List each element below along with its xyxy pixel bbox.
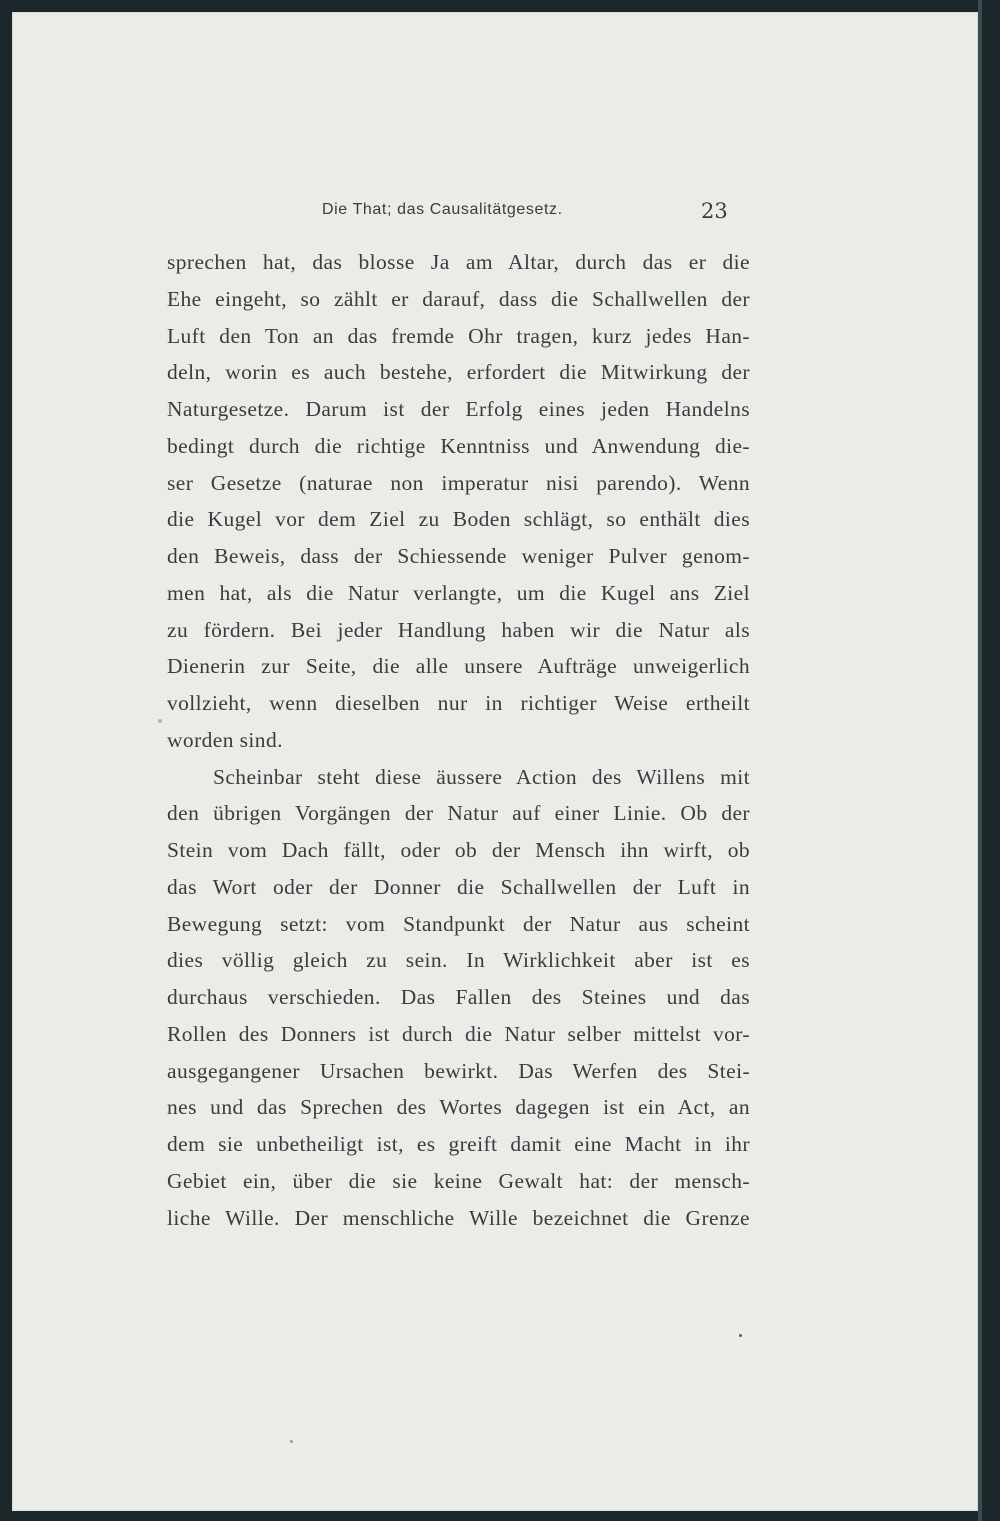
text-line: den übrigen Vorgängen der Natur auf einer Linie. Ob der [167,801,750,826]
text-line: Naturgesetze. Darum ist der Erfolg eines jeden Handelns [167,397,750,421]
text-line: Gebiet ein, über die sie keine Gewalt hat: der mensch- [167,1168,750,1193]
text-line: Stein vom Dach fällt, oder ob der Mensch ihn wirft, ob [167,838,750,862]
text-line: zu fördern. Bei jeder Handlung haben wir die Natur als [167,617,750,642]
text-line: durchaus verschieden. Das Fallen des Steines und das [167,985,750,1009]
paragraph-first-line: Scheinbar steht diese äussere Action des Willens mit [213,764,750,789]
text-line: dies völlig gleich zu sein. In Wirklichkeit aber ist es [167,948,750,973]
text-line: dem sie unbetheiligt ist, es greift damit eine Macht in ihr [167,1132,750,1156]
text-line: nes und das Sprechen des Wortes dagegen ist ein Act, an [167,1095,750,1120]
text-line: vollzieht, wenn dieselben nur in richtiger Weise ertheilt [167,691,750,715]
text-line: Rollen des Donners ist durch die Natur selber mittelst vor- [167,1021,750,1046]
text-line: Luft den Ton an das fremde Ohr tragen, kurz jedes Han- [167,323,750,348]
text-line: deln, worin es auch bestehe, erfordert die Mitwirkung der [167,360,750,385]
text-line: den Beweis, dass der Schiessende weniger Pulver genom- [167,544,750,568]
text-line: sprechen hat, das blosse Ja am Altar, durch das er die [167,250,750,274]
text-line: ausgegangener Ursachen bewirkt. Das Werfen des Stei- [167,1058,750,1083]
running-title: Die That; das Causalitätgesetz. [322,201,563,218]
text-line: bedingt durch die richtige Kenntniss und Anwendung die- [167,433,750,458]
ink-speck [290,1440,293,1443]
text-line: Ehe eingeht, so zählt er darauf, dass die Schallwellen der [167,286,750,311]
text-line: worden sind. [167,727,283,752]
text-line: liche Wille. Der menschliche Wille bezeichnet die Grenze [167,1205,750,1230]
text-line: Dienerin zur Seite, die alle unsere Aufträge unweigerlich [167,654,750,679]
text-line: ser Gesetze (naturae non imperatur nisi parendo). Wenn [167,470,750,495]
text-line: men hat, als die Natur verlangte, um die Kugel ans Ziel [167,580,750,605]
body-text [167,244,750,1236]
ink-speck [158,719,162,723]
book-page [12,12,978,1511]
scan-edge [978,0,982,1521]
page-header [12,199,978,229]
ink-speck [739,1334,742,1337]
text-line: die Kugel vor dem Ziel zu Boden schlägt, so enthält dies [167,507,750,532]
page-number: 23 [701,199,728,223]
text-line: das Wort oder der Donner die Schallwellen der Luft in [167,874,750,899]
text-line: Bewegung setzt: vom Standpunkt der Natur aus scheint [167,911,750,936]
